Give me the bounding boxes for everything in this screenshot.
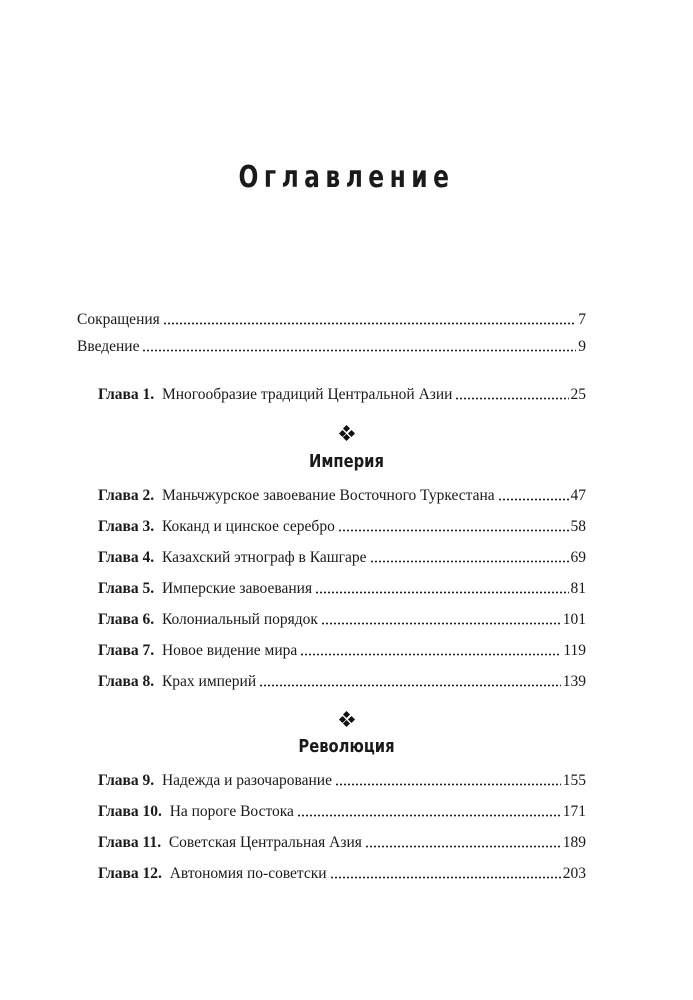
dot-leader <box>297 814 561 817</box>
chapter-title: Коканд и цинское серебро <box>161 518 335 535</box>
chapter-title: Новое видение мира <box>161 642 298 659</box>
toc-entry-page: 171 <box>562 803 586 820</box>
dot-leader <box>338 529 569 532</box>
toc-entry-abbreviations[interactable] <box>77 310 586 330</box>
chapter-title: Казахский этнограф в Кашгаре <box>161 549 367 566</box>
toc-entry-chapter-1[interactable] <box>98 385 586 405</box>
dot-leader <box>498 498 569 501</box>
dot-leader <box>455 397 568 400</box>
toc-entry-page: 155 <box>562 772 586 789</box>
toc-entry-label <box>98 641 297 661</box>
chapter-prefix: Глава 8. <box>98 673 155 690</box>
chapter-prefix: Глава 6. <box>98 611 155 628</box>
toc-entry-page: 69 <box>570 549 586 566</box>
dot-leader <box>335 783 561 786</box>
dot-leader <box>321 622 561 625</box>
chapter-title: Советская Центральная Азия <box>168 834 362 851</box>
toc-entry-page: 119 <box>563 642 586 659</box>
section-title-empire: Империя <box>308 451 385 472</box>
chapter-title: Крах империй <box>161 673 257 690</box>
chapter-title: Имперские завоевания <box>161 580 313 597</box>
section-title-revolution: Революция <box>298 736 395 757</box>
chapter-prefix: Глава 10. <box>98 803 162 820</box>
toc-entry-label: Сокращения <box>77 311 160 328</box>
chapter-title: Маньчжурское завоевание Восточного Туркестана <box>161 487 495 504</box>
toc-entry-label: Введение <box>77 338 140 355</box>
toc-entry-label <box>98 864 327 884</box>
toc-entry-page: 7 <box>578 311 586 328</box>
toc-entry-label <box>98 610 318 630</box>
toc-entry-introduction[interactable] <box>77 337 586 357</box>
toc-entry-page: 81 <box>570 580 586 597</box>
fleuron-icon <box>0 712 693 728</box>
chapter-prefix: Глава 5. <box>98 580 155 597</box>
toc-entry-chapter-6[interactable] <box>98 610 586 630</box>
chapter-prefix: Глава 9. <box>98 772 155 789</box>
dot-leader <box>365 845 561 848</box>
toc-entry-page: 9 <box>578 338 586 355</box>
toc-entry-chapter-12[interactable] <box>98 864 586 884</box>
chapter-prefix: Глава 2. <box>98 487 155 504</box>
dot-leader <box>142 349 576 352</box>
chapter-title: Многообразие традиций Центральной Азии <box>161 386 453 403</box>
toc-entry-chapter-9[interactable] <box>98 771 586 791</box>
toc-entry-label <box>98 486 495 506</box>
toc-entry-chapter-8[interactable] <box>98 672 586 692</box>
toc-entry-label <box>98 672 256 692</box>
toc-entry-page: 189 <box>562 834 586 851</box>
dot-leader <box>315 591 568 594</box>
toc-entry-page: 101 <box>562 611 586 628</box>
chapter-prefix: Глава 7. <box>98 642 155 659</box>
toc-entry-chapter-4[interactable] <box>98 548 586 568</box>
chapter-prefix: Глава 11. <box>98 834 162 851</box>
chapter-prefix: Глава 3. <box>98 518 155 535</box>
chapter-title: Автономия по-советски <box>169 865 327 882</box>
toc-entry-chapter-3[interactable] <box>98 517 586 537</box>
chapter-title: Надежда и разочарование <box>161 772 332 789</box>
toc-entry-chapter-10[interactable] <box>98 802 586 822</box>
toc-entry-page: 139 <box>562 673 586 690</box>
toc-entry-chapter-5[interactable] <box>98 579 586 599</box>
toc-entry-label <box>98 802 294 822</box>
toc-entry-label <box>98 771 332 791</box>
chapter-prefix: Глава 4. <box>98 549 155 566</box>
toc-entry-chapter-7[interactable] <box>98 641 586 661</box>
toc-entry-label <box>98 517 335 537</box>
toc-entry-chapter-11[interactable] <box>98 833 586 853</box>
toc-entry-label <box>98 385 452 405</box>
toc-entry-label <box>98 548 367 568</box>
toc-entry-page: 203 <box>562 865 586 882</box>
page-title: Оглавление <box>238 160 455 195</box>
chapter-title: На пороге Востока <box>169 803 294 820</box>
dot-leader <box>163 322 576 325</box>
fleuron-icon <box>0 426 693 442</box>
chapter-title: Колониальный порядок <box>161 611 318 628</box>
toc-entry-chapter-2[interactable] <box>98 486 586 506</box>
dot-leader <box>300 653 561 656</box>
dot-leader <box>259 684 561 687</box>
toc-entry-label <box>98 833 362 853</box>
dot-leader <box>370 560 569 563</box>
chapter-prefix: Глава 1. <box>98 386 155 403</box>
toc-entry-page: 47 <box>570 487 586 504</box>
toc-entry-label <box>98 579 312 599</box>
toc-entry-page: 25 <box>570 386 586 403</box>
dot-leader <box>330 876 561 879</box>
chapter-prefix: Глава 12. <box>98 865 162 882</box>
toc-entry-page: 58 <box>570 518 586 535</box>
